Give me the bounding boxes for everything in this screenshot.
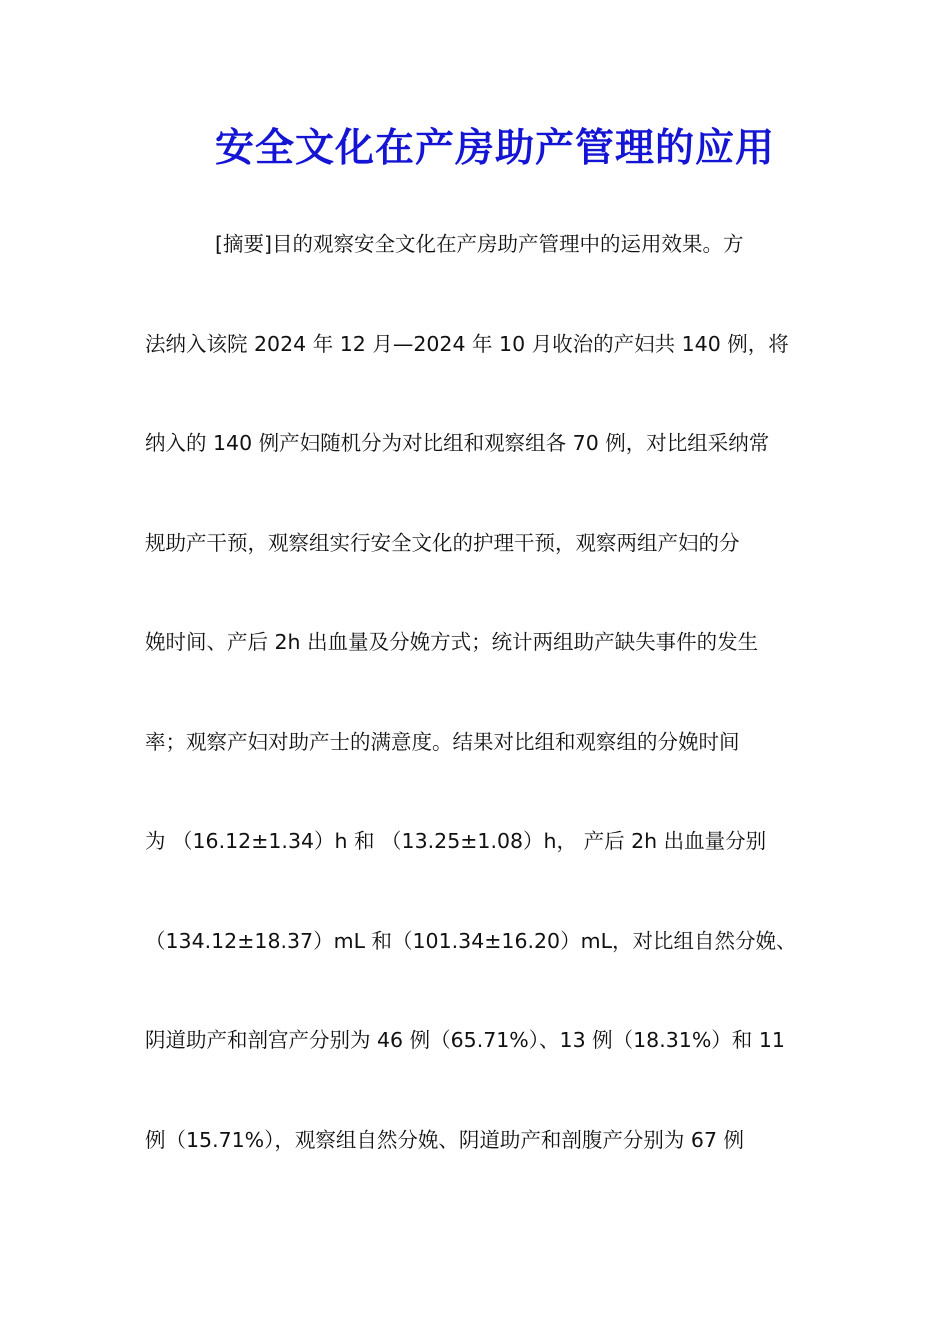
text-line: 阴道助产和剖宫产分别为 46 例（65.71%）、13 例（18.31%）和 11 [145, 1028, 785, 1052]
text-line: 为 （16.12±1.34）h 和 （13.25±1.08）h， 产后 2h 出血量分别 [145, 829, 767, 853]
text-line: 纳入的 140 例产妇随机分为对比组和观察组各 70 例，对比组采纳常 [145, 431, 770, 455]
text-line: [摘要]目的观察安全文化在产房助产管理中的运用效果。方 [215, 232, 744, 256]
text-line: 率；观察产妇对助产士的满意度。结果对比组和观察组的分娩时间 [145, 729, 740, 754]
text-line: （134.12±18.37）mL 和（101.34±16.20）mL，对比组自然分娩、 [145, 928, 797, 953]
document-title: 安全文化在产房助产管理的应用 [214, 125, 775, 171]
text-line: 法纳入该院 2024 年 12 月—2024 年 10 月收治的产妇共 140 例，将 [145, 331, 789, 356]
text-line: 例（15.71%），观察组自然分娩、阴道助产和剖腹产分别为 67 例 [145, 1127, 745, 1152]
text-line: 规助产干预，观察组实行安全文化的护理干预，观察两组产妇的分 [145, 530, 740, 555]
abstract-body [145, 219, 825, 1214]
text-line: 娩时间、产后 2h 出血量及分娩方式；统计两组助产缺失事件的发生 [145, 630, 759, 654]
